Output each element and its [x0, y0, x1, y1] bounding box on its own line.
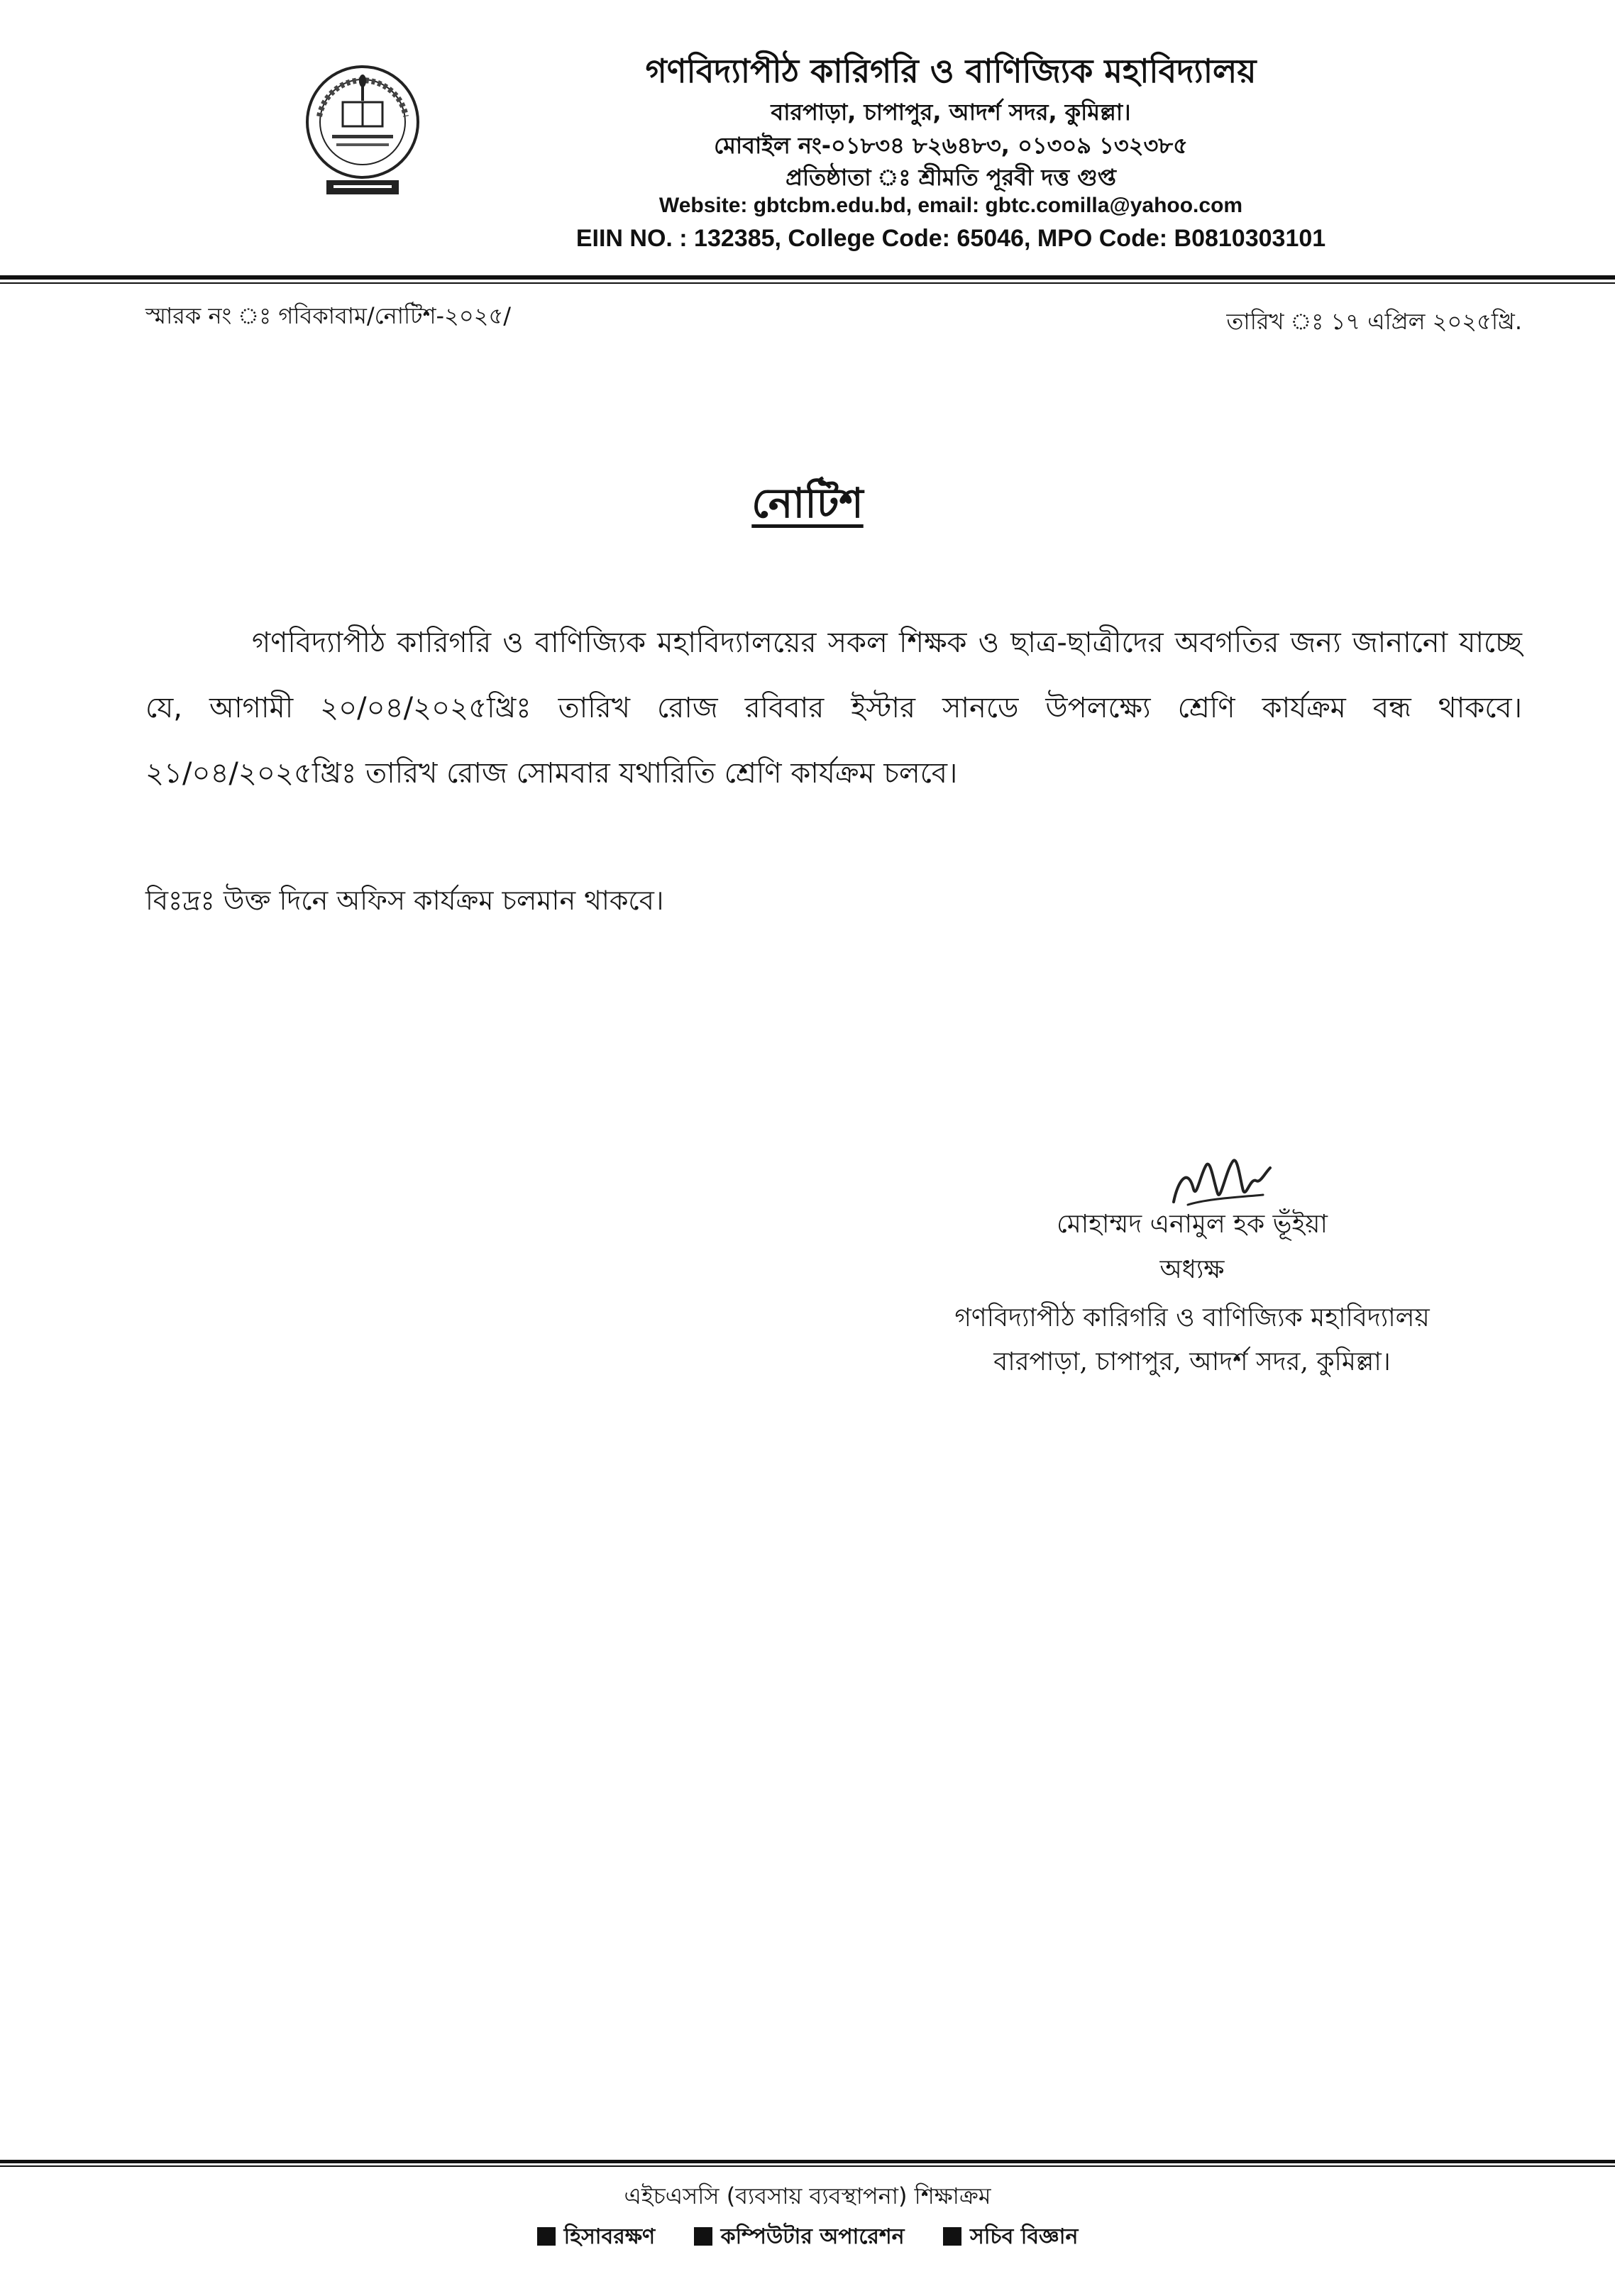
institution-name: গণবিদ্যাপীঠ কারিগরি ও বাণিজ্যিক মহাবিদ্যালয়	[645, 52, 1257, 90]
footer-subject-item	[537, 2219, 656, 2256]
square-bullet-icon	[943, 2227, 961, 2246]
footer-subject-label: হিসাবরক্ষণ	[563, 2224, 656, 2249]
footer-divider-thick	[0, 2160, 1615, 2163]
header-divider-thin	[0, 282, 1615, 284]
founder-line: প্রতিষ্ঠাতা ঃ শ্রীমতি পূরবী দত্ত গুপ্ত	[786, 164, 1116, 191]
footer-subject-item	[694, 2219, 905, 2256]
signatory-designation: অধ্যক্ষ	[1159, 1255, 1225, 1284]
header-divider-thick	[0, 275, 1615, 280]
square-bullet-icon	[694, 2227, 712, 2246]
signatory-name: মোহাম্মদ এনামুল হক ভূঁইয়া	[1057, 1210, 1328, 1239]
footer-subject-list	[0, 2219, 1615, 2256]
institution-address: বারপাড়া, চাপাপুর, আদর্শ সদর, কুমিল্লা।	[771, 99, 1131, 126]
signatory-address: বারপাড়া, চাপাপুর, আদর্শ সদর, কুমিল্লা।	[993, 1347, 1391, 1376]
memo-number: স্মারক নং ঃ গবিকাবাম/নোটিশ-২০২৫/	[145, 302, 512, 329]
mobile-numbers: মোবাইল নং-০১৮৩৪ ৮২৬৪৮৩, ০১৩০৯ ১৩২৩৮৫	[714, 132, 1188, 159]
footer-subject-label: কম্পিউটার অপারেশন	[720, 2224, 905, 2249]
signatory-institution: গণবিদ্যাপীঠ কারিগরি ও বাণিজ্যিক মহাবিদ্যালয়	[954, 1303, 1430, 1332]
notice-body: গণবিদ্যাপীঠ কারিগরি ও বাণিজ্যিক মহাবিদ্যালয়ের সকল শিক্ষক ও ছাত্র-ছাত্রীদের অবগতির জন্য জানানো যাচ্ছে যে, আগামী ২০/০৪/২০২৫খ্রিঃ তারিখ রোজ রবিবার ইস্টার সানডে উপলক্ষ্যে শ্রেণি কার্যক্রম বন্ধ থাকবে। ২১/০৪/২০২৫খ্রিঃ তারিখ রোজ সোমবার যথারিতি শ্রেণি কার্যক্রম চলবে।	[145, 627, 1522, 790]
footer-subject-item	[943, 2219, 1078, 2256]
footer-program: এইচএসসি (ব্যবসায় ব্যবস্থাপনা) শিক্ষাক্রম	[624, 2182, 991, 2209]
footer-divider-thin	[0, 2165, 1615, 2167]
website-email: Website: gbtcbm.edu.bd, email: gbtc.comilla@yahoo.com	[658, 194, 1243, 217]
institution-codes: EIIN NO. : 132385, College Code: 65046, MPO Code: B0810303101	[575, 225, 1326, 252]
notice-title: নোটিশ	[751, 479, 864, 527]
square-bullet-icon	[537, 2227, 556, 2246]
notice-note: বিঃদ্রঃ উক্ত দিনে অফিস কার্যক্রম চলমান থাকবে।	[145, 885, 664, 916]
footer-subject-label: সচিব বিজ্ঞান	[970, 2224, 1079, 2249]
notice-date: তারিখ ঃ ১৭ এপ্রিল ২০২৫খ্রি.	[1226, 308, 1522, 335]
